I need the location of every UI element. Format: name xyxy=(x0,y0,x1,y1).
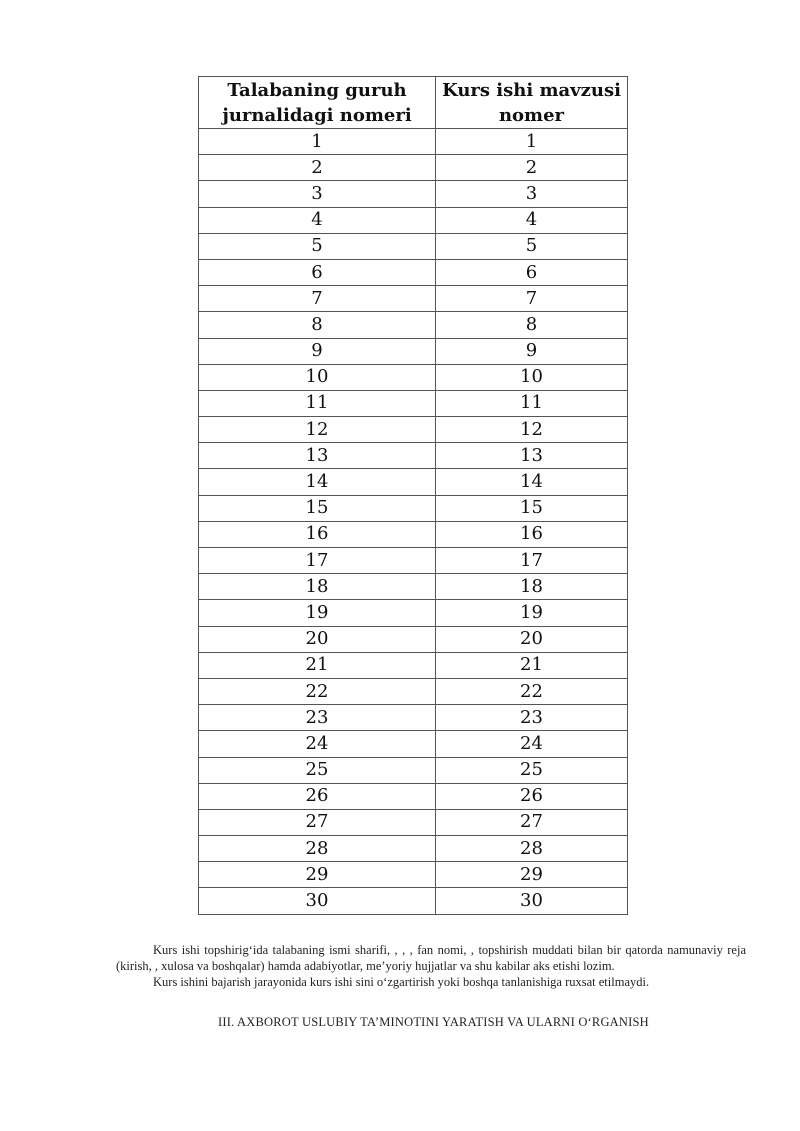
student-number-cell: 13 xyxy=(199,443,436,469)
topic-number-cell: 24 xyxy=(436,731,628,757)
student-number-cell: 16 xyxy=(199,521,436,547)
topic-number-cell: 23 xyxy=(436,705,628,731)
topic-assignment-table xyxy=(198,76,628,915)
topic-number-cell: 3 xyxy=(436,181,628,207)
student-number-cell: 28 xyxy=(199,836,436,862)
topic-number-cell: 26 xyxy=(436,783,628,809)
table-row xyxy=(199,259,628,285)
topic-number-cell: 4 xyxy=(436,207,628,233)
topic-number-cell: 14 xyxy=(436,469,628,495)
topic-number-cell: 15 xyxy=(436,495,628,521)
table-header-row xyxy=(199,77,628,129)
student-number-cell: 8 xyxy=(199,312,436,338)
table-row xyxy=(199,731,628,757)
section-heading: III. AXBOROT USLUBIY TA’MINOTINI YARATISH VA ULARNI O‘RGANISH xyxy=(218,1015,649,1029)
table-row xyxy=(199,207,628,233)
table-row xyxy=(199,652,628,678)
student-number-cell: 14 xyxy=(199,469,436,495)
table-row xyxy=(199,312,628,338)
student-number-cell: 3 xyxy=(199,181,436,207)
student-number-cell: 22 xyxy=(199,678,436,704)
topic-number-cell: 5 xyxy=(436,233,628,259)
topic-number-cell: 6 xyxy=(436,259,628,285)
student-number-cell: 23 xyxy=(199,705,436,731)
student-number-cell: 21 xyxy=(199,652,436,678)
topic-number-cell: 10 xyxy=(436,364,628,390)
topic-number-cell: 9 xyxy=(436,338,628,364)
topic-number-cell: 30 xyxy=(436,888,628,914)
table-row xyxy=(199,233,628,259)
table-row xyxy=(199,862,628,888)
assignment-note-paragraph: Kurs ishi topshirig‘ida talabaning ismi sharifi, , , , fan nomi, , topshirish muddati bilan bir qatorda namunaviy reja (kirish, , xulosa va boshqalar) hamda adabiyotlar, me’yoriy hujjatlar va shu kabilar aks etishi lozim. xyxy=(116,943,746,973)
table-row xyxy=(199,678,628,704)
topic-number-cell: 7 xyxy=(436,286,628,312)
student-number-cell: 9 xyxy=(199,338,436,364)
header-topic-number: Kurs ishi mavzusi nomer xyxy=(436,77,628,129)
table-row xyxy=(199,574,628,600)
table-row xyxy=(199,469,628,495)
header-student-number: Talabaning guruh jurnalidagi nomeri xyxy=(199,77,436,129)
table-row xyxy=(199,757,628,783)
student-number-cell: 11 xyxy=(199,390,436,416)
table-row xyxy=(199,364,628,390)
table-row xyxy=(199,390,628,416)
topic-number-cell: 25 xyxy=(436,757,628,783)
topic-number-cell: 22 xyxy=(436,678,628,704)
student-number-cell: 17 xyxy=(199,548,436,574)
student-number-cell: 27 xyxy=(199,809,436,835)
student-number-cell: 7 xyxy=(199,286,436,312)
student-number-cell: 26 xyxy=(199,783,436,809)
table-row xyxy=(199,417,628,443)
topic-number-cell: 21 xyxy=(436,652,628,678)
student-number-cell: 10 xyxy=(199,364,436,390)
student-number-cell: 15 xyxy=(199,495,436,521)
table-row xyxy=(199,888,628,914)
topic-number-cell: 13 xyxy=(436,443,628,469)
topic-number-cell: 2 xyxy=(436,155,628,181)
topic-number-cell: 11 xyxy=(436,390,628,416)
table-row xyxy=(199,443,628,469)
student-number-cell: 12 xyxy=(199,417,436,443)
student-number-cell: 30 xyxy=(199,888,436,914)
table-row xyxy=(199,600,628,626)
topic-number-cell: 29 xyxy=(436,862,628,888)
topic-number-cell: 16 xyxy=(436,521,628,547)
table-row xyxy=(199,836,628,862)
table-row xyxy=(199,129,628,155)
topic-number-cell: 28 xyxy=(436,836,628,862)
student-number-cell: 18 xyxy=(199,574,436,600)
student-number-cell: 25 xyxy=(199,757,436,783)
table-row xyxy=(199,338,628,364)
student-number-cell: 4 xyxy=(199,207,436,233)
table-row xyxy=(199,181,628,207)
topic-number-cell: 19 xyxy=(436,600,628,626)
student-number-cell: 20 xyxy=(199,626,436,652)
topic-change-note-paragraph: Kurs ishini bajarish jarayonida kurs ishi sini o‘zgartirish yoki boshqa tanlanishiga ruxsat etilmaydi. xyxy=(153,975,650,989)
table-row xyxy=(199,155,628,181)
topic-number-cell: 1 xyxy=(436,129,628,155)
table-row xyxy=(199,626,628,652)
table-row xyxy=(199,286,628,312)
table-row xyxy=(199,521,628,547)
table-row xyxy=(199,705,628,731)
student-number-cell: 1 xyxy=(199,129,436,155)
table-body xyxy=(199,129,628,915)
table-row xyxy=(199,548,628,574)
topic-number-cell: 17 xyxy=(436,548,628,574)
student-number-cell: 29 xyxy=(199,862,436,888)
table-row xyxy=(199,809,628,835)
topic-number-cell: 8 xyxy=(436,312,628,338)
student-number-cell: 5 xyxy=(199,233,436,259)
student-number-cell: 2 xyxy=(199,155,436,181)
student-number-cell: 24 xyxy=(199,731,436,757)
topic-number-cell: 20 xyxy=(436,626,628,652)
topic-number-cell: 27 xyxy=(436,809,628,835)
student-number-cell: 6 xyxy=(199,259,436,285)
topic-number-cell: 12 xyxy=(436,417,628,443)
table-row xyxy=(199,495,628,521)
table-row xyxy=(199,783,628,809)
topic-number-cell: 18 xyxy=(436,574,628,600)
student-number-cell: 19 xyxy=(199,600,436,626)
